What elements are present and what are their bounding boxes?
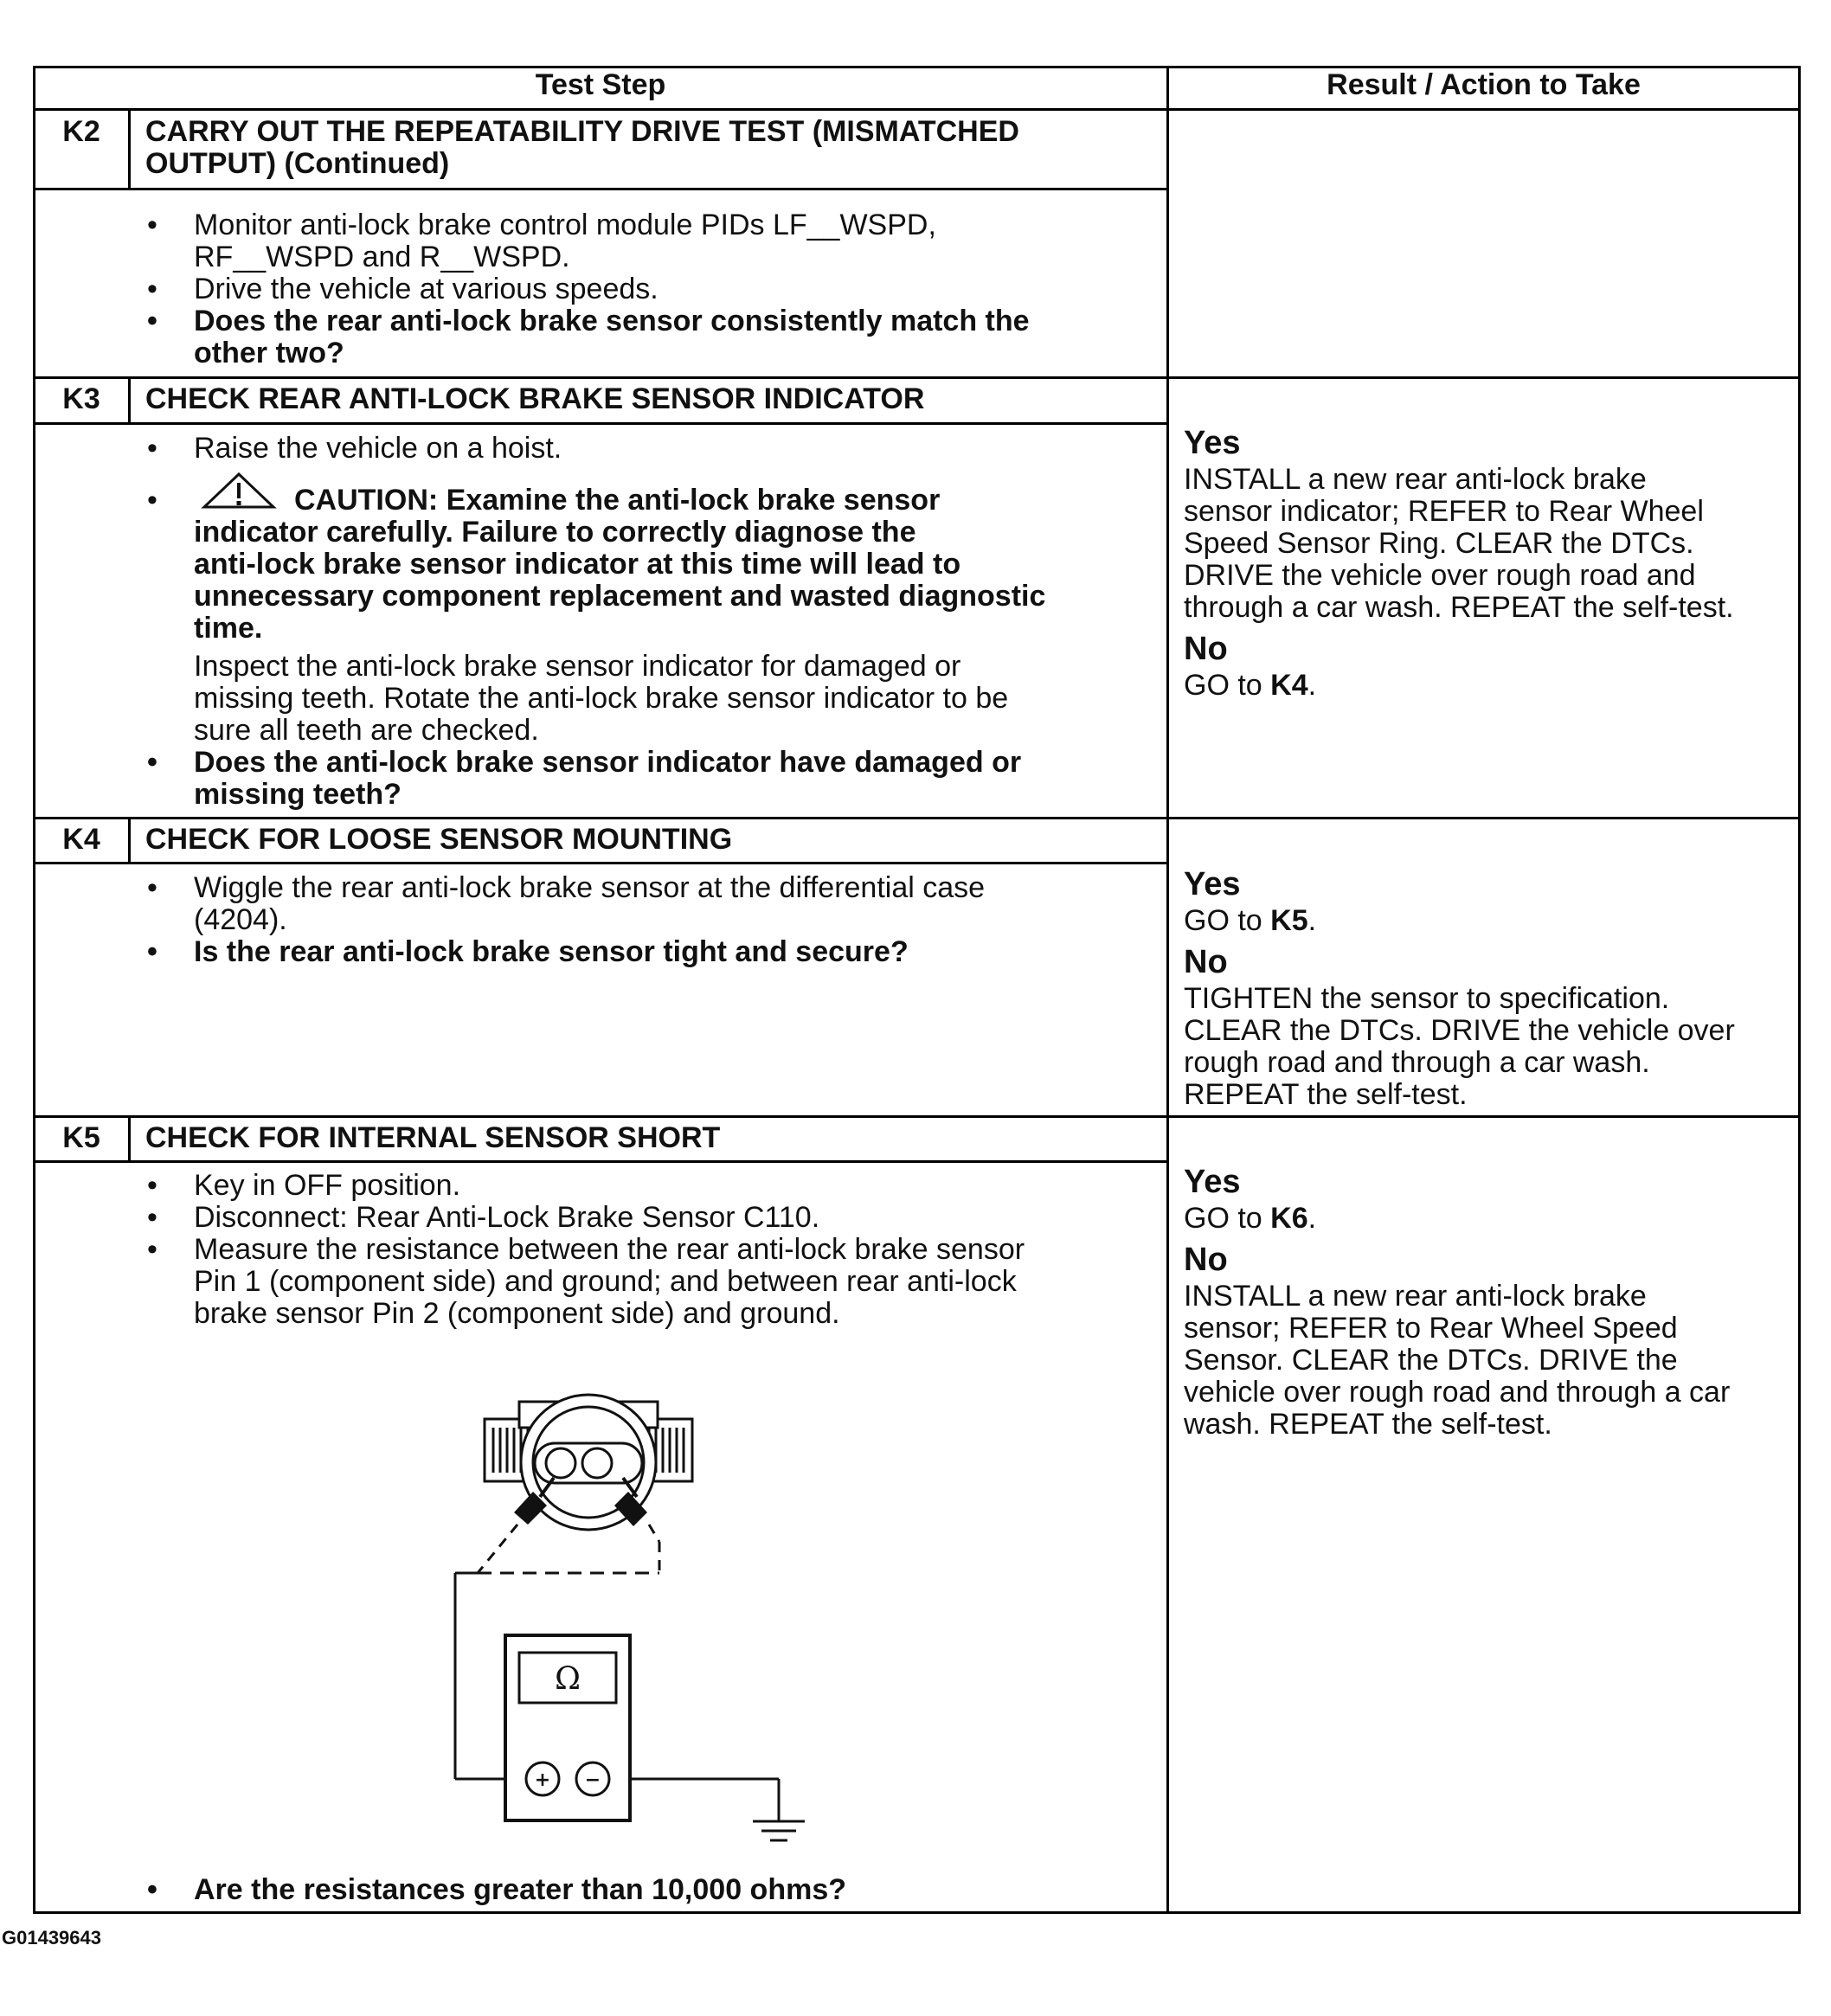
result-yes-text: GO to K6. bbox=[1184, 1202, 1317, 1235]
result-yes-label: Yes bbox=[1184, 425, 1241, 461]
resistance-measurement-diagram bbox=[433, 1376, 831, 1860]
result-yes-text: INSTALL a new rear anti-lock brake bbox=[1184, 463, 1647, 496]
step-title: CHECK FOR LOOSE SENSOR MOUNTING bbox=[145, 823, 733, 856]
bullet-icon: • bbox=[147, 273, 157, 305]
result-yes-text: DRIVE the vehicle over rough road and bbox=[1184, 559, 1696, 592]
result-yes-text: GO to K5. bbox=[1184, 904, 1317, 937]
question-text: Are the resistances greater than 10,000 ohms? bbox=[194, 1873, 846, 1906]
positive-terminal-label: + bbox=[534, 1769, 551, 1791]
result-yes-label: Yes bbox=[1184, 1164, 1241, 1200]
instruction-text: RF__WSPD and R__WSPD. bbox=[194, 241, 570, 273]
result-no-text: vehicle over rough road and through a car bbox=[1184, 1376, 1731, 1409]
question-text: missing teeth? bbox=[194, 778, 402, 811]
instruction-text: Measure the resistance between the rear anti-lock brake sensor bbox=[194, 1233, 1025, 1266]
sensor-connector-icon bbox=[485, 1395, 692, 1530]
result-no-label: No bbox=[1184, 631, 1228, 667]
caution-text: unnecessary component replacement and wasted diagnostic bbox=[194, 580, 1046, 613]
result-no-text: TIGHTEN the sensor to specification. bbox=[1184, 982, 1670, 1015]
step-reference-link[interactable]: K5 bbox=[1270, 904, 1308, 937]
header-test-step: Test Step bbox=[535, 68, 666, 101]
instruction-text: Key in OFF position. bbox=[194, 1169, 461, 1202]
caution-text: indicator carefully. Failure to correctly diagnose the bbox=[194, 516, 916, 549]
instruction-text: Wiggle the rear anti-lock brake sensor at the differential case bbox=[194, 871, 986, 904]
header-result-action: Result / Action to Take bbox=[1327, 68, 1641, 101]
step-id: K2 bbox=[62, 115, 100, 148]
result-no-text: Sensor. CLEAR the DTCs. DRIVE the bbox=[1184, 1344, 1678, 1377]
bullet-icon: • bbox=[147, 209, 157, 241]
instruction-text: sure all teeth are checked. bbox=[194, 714, 539, 747]
step-id: K4 bbox=[62, 823, 100, 856]
ohmmeter-icon bbox=[505, 1635, 630, 1820]
bullet-icon: • bbox=[147, 935, 157, 968]
step-reference-link[interactable]: K6 bbox=[1270, 1202, 1308, 1235]
step-id: K5 bbox=[62, 1121, 100, 1154]
result-no-text: GO to K4. bbox=[1184, 669, 1317, 702]
bullet-icon: • bbox=[147, 305, 157, 337]
result-no-text: wash. REPEAT the self-test. bbox=[1184, 1408, 1552, 1441]
result-no-text: rough road and through a car wash. bbox=[1184, 1046, 1650, 1079]
result-yes-text: Speed Sensor Ring. CLEAR the DTCs. bbox=[1184, 527, 1694, 560]
instruction-text: brake sensor Pin 2 (component side) and ground. bbox=[194, 1297, 840, 1330]
result-no-label: No bbox=[1184, 1242, 1228, 1278]
step-title: CHECK REAR ANTI-LOCK BRAKE SENSOR INDICATOR bbox=[145, 382, 925, 415]
step-title: CHECK FOR INTERNAL SENSOR SHORT bbox=[145, 1121, 721, 1154]
step-title: OUTPUT) (Continued) bbox=[145, 147, 450, 180]
instruction-text: Pin 1 (component side) and ground; and between rear anti-lock bbox=[194, 1265, 1017, 1298]
figure-code: G01439643 bbox=[2, 1927, 101, 1949]
result-yes-text: sensor indicator; REFER to Rear Wheel bbox=[1184, 495, 1704, 528]
ohm-symbol: Ω bbox=[555, 1661, 581, 1697]
caution-text: CAUTION: Examine the anti-lock brake sensor bbox=[294, 484, 941, 517]
result-no-text: INSTALL a new rear anti-lock brake bbox=[1184, 1280, 1647, 1313]
negative-terminal-label: − bbox=[584, 1769, 601, 1791]
result-no-text: sensor; REFER to Rear Wheel Speed bbox=[1184, 1312, 1678, 1345]
result-no-label: No bbox=[1184, 944, 1228, 980]
bullet-icon: • bbox=[147, 1233, 157, 1266]
instruction-text: Inspect the anti-lock brake sensor indicator for damaged or bbox=[194, 650, 961, 683]
bullet-icon: • bbox=[147, 746, 157, 779]
instruction-text: (4204). bbox=[194, 903, 287, 936]
bullet-icon: • bbox=[147, 871, 157, 904]
result-yes-label: Yes bbox=[1184, 866, 1241, 902]
instruction-text: Monitor anti-lock brake control module PIDs LF__WSPD, bbox=[194, 209, 936, 241]
question-text: other two? bbox=[194, 337, 344, 369]
instruction-text: Raise the vehicle on a hoist. bbox=[194, 432, 562, 465]
caution-text: anti-lock brake sensor indicator at this time will lead to bbox=[194, 548, 961, 581]
step-title: CARRY OUT THE REPEATABILITY DRIVE TEST (MISMATCHED bbox=[145, 115, 1019, 148]
bullet-icon: • bbox=[147, 1169, 157, 1202]
caution-triangle-icon bbox=[201, 471, 277, 510]
instruction-text: missing teeth. Rotate the anti-lock brake sensor indicator to be bbox=[194, 682, 1009, 715]
bullet-icon: • bbox=[147, 432, 157, 465]
result-yes-text: through a car wash. REPEAT the self-test. bbox=[1184, 591, 1734, 624]
instruction-text: Disconnect: Rear Anti-Lock Brake Sensor C110. bbox=[194, 1201, 820, 1234]
step-reference-link[interactable]: K4 bbox=[1270, 669, 1308, 702]
caution-text: time. bbox=[194, 612, 263, 645]
bullet-icon: • bbox=[147, 484, 157, 517]
question-text: Is the rear anti-lock brake sensor tight and secure? bbox=[194, 935, 909, 968]
instruction-text: Drive the vehicle at various speeds. bbox=[194, 273, 659, 305]
result-no-text: REPEAT the self-test. bbox=[1184, 1078, 1468, 1111]
question-text: Does the rear anti-lock brake sensor consistently match the bbox=[194, 305, 1030, 337]
question-text: Does the anti-lock brake sensor indicator have damaged or bbox=[194, 746, 1022, 779]
bullet-icon: • bbox=[147, 1873, 157, 1906]
bullet-icon: • bbox=[147, 1201, 157, 1234]
result-no-text: CLEAR the DTCs. DRIVE the vehicle over bbox=[1184, 1014, 1735, 1047]
step-id: K3 bbox=[62, 382, 100, 415]
